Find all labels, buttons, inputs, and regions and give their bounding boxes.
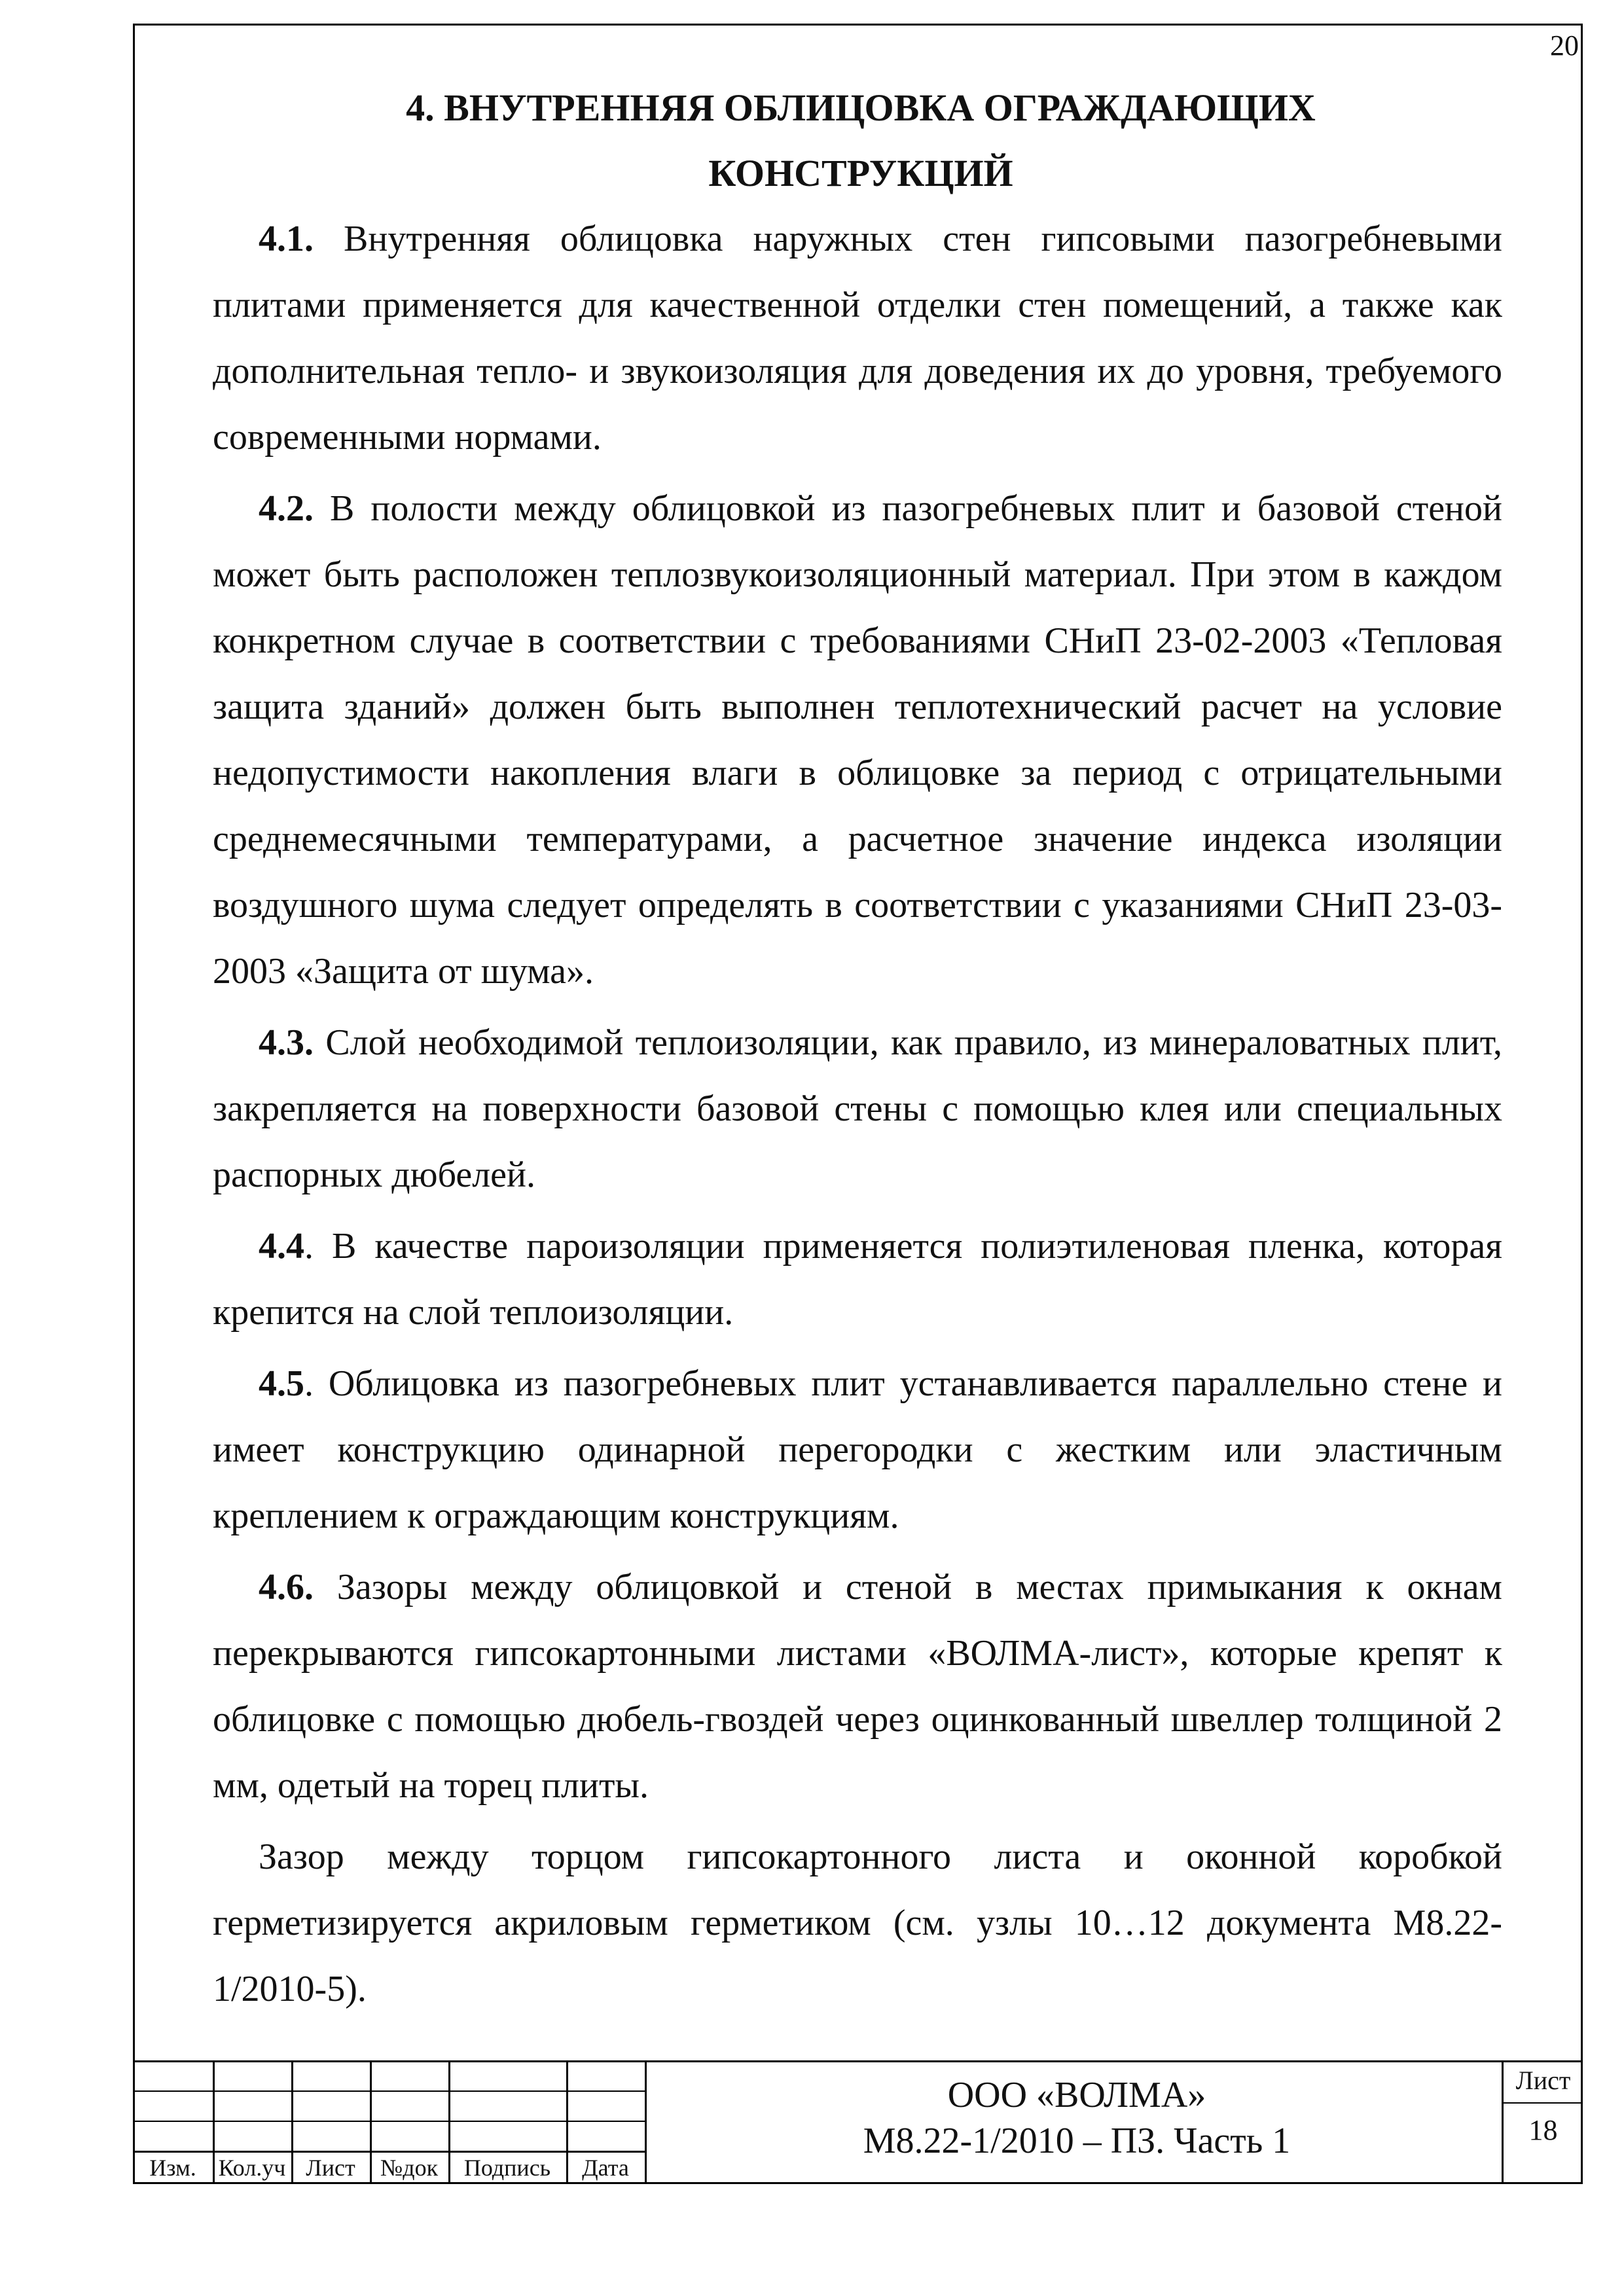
paragraph-number: 4.2.: [259, 488, 314, 529]
revision-header-signature: Подпись: [463, 2155, 551, 2181]
paragraph-text: . Облицовка из пазогребневых плит устанавливается параллельно стене и имеет конструкцию одинарной перегородки с жестким или эластичным креплением к ограждающим конструкциям.: [213, 1363, 1502, 1536]
title-block-row-line: [133, 2090, 645, 2092]
paragraph-number: 4.1.: [259, 219, 314, 259]
paragraph-4-4: [213, 1213, 1502, 1346]
paragraph-4-6: [213, 1554, 1502, 1819]
paragraph-text: В полости между облицовкой из пазогребневых плит и базовой стеной может быть расположен теплозвукоизоляционный материал. При этом в каждом конкретном случае в соответствии с требованиями СНиП 23-02-2003 «Тепловая защита зданий» должен быть выполнен теплотехнический расчет на условие недопустимости накопления влаги в облицовке за период с отрицательными среднемесячными температурами, а расчетное значение индекса изоляции воздушного шума следует определять в соответствии с указаниями СНиП 23-03-2003 «Защита от шума».: [213, 488, 1502, 992]
paragraph-number: 4.3.: [259, 1022, 314, 1063]
paragraph-text: Слой необходимой теплоизоляции, как правило, из минераловатных плит, закрепляется на поверхности базовой стены с помощью клея или специальных распорных дюбелей.: [213, 1022, 1502, 1195]
paragraph-text: Зазоры между облицовкой и стеной в местах примыкания к окнам перекрываются гипсокартонными листами «ВОЛМА-лист», которые крепят к облицовке с помощью дюбель-гвоздей через оцинкованный швеллер толщиной 2 мм, одетый на торец плиты.: [213, 1567, 1502, 1806]
paragraph-number: 4.5: [259, 1363, 304, 1404]
revision-header-quantity: Кол.уч: [218, 2155, 286, 2181]
page-number: 20: [1550, 29, 1579, 62]
paragraph-text: Зазор между торцом гипсокартонного листа и оконной коробкой герметизируется акриловым герметиком (см. узлы 10…12 документа М8.22-1/2010-5).: [213, 1837, 1502, 2009]
paragraph-4-3: [213, 1010, 1502, 1208]
revision-header-change: Изм.: [149, 2155, 196, 2181]
paragraph-number: 4.4: [259, 1226, 304, 1266]
revision-header-doc-number: №док: [380, 2155, 439, 2181]
section-body: [213, 206, 1502, 2028]
paragraph-4-5: [213, 1351, 1502, 1549]
heading-line-1: 4. ВНУТРЕННЯЯ ОБЛИЦОВКА ОГРАЖДАЮЩИХ: [406, 86, 1316, 129]
paragraph-text: . В качестве пароизоляции применяется полиэтиленовая пленка, которая крепится на слой теплоизоляции.: [213, 1226, 1502, 1333]
sheet-label: Лист: [1515, 2066, 1571, 2095]
title-block-row-line: [133, 2121, 645, 2122]
paragraph-gap-note: [213, 1824, 1502, 2022]
document-code: М8.22-1/2010 – ПЗ. Часть 1: [863, 2121, 1291, 2161]
title-block-divider: [645, 2060, 647, 2184]
heading-line-2: КОНСТРУКЦИЙ: [708, 152, 1013, 194]
paragraph-4-1: [213, 206, 1502, 471]
revision-header-date: Дата: [582, 2155, 629, 2181]
sheet-number: 18: [1528, 2114, 1558, 2146]
section-heading: [190, 75, 1532, 206]
company-name: ООО «ВОЛМА»: [947, 2075, 1206, 2115]
title-block-row-line: [1502, 2102, 1583, 2104]
revision-header-sheet: Лист: [306, 2155, 355, 2181]
title-block-row-line: [133, 2151, 645, 2153]
paragraph-4-2: [213, 476, 1502, 1005]
paragraph-number: 4.6.: [259, 1567, 314, 1607]
paragraph-text: Внутренняя облицовка наружных стен гипсовыми пазогребневыми плитами применяется для качественной отделки стен помещений, а также как дополнительная тепло- и звукоизоляция для доведения их до уровня, требуемого современными нормами.: [213, 219, 1502, 457]
